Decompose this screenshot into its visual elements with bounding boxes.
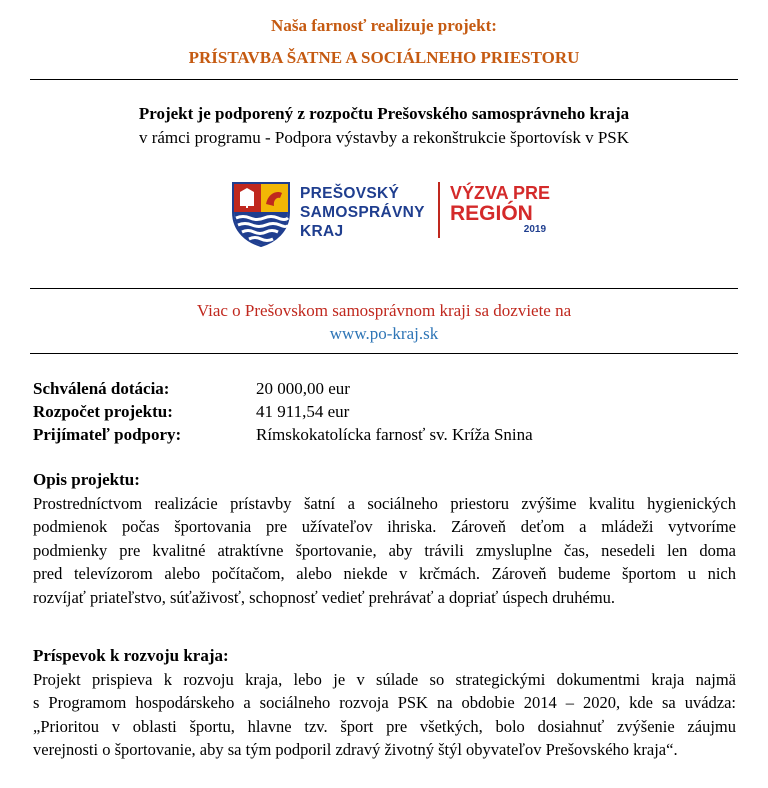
- description-paragraph: [33, 492, 736, 609]
- program-statement: v rámci programu - Podpora výstavby a rekonštrukcie športovísk v PSK: [138, 128, 630, 147]
- paragraph-line: „Prioritou v oblasti športu, hlavne tzv. šport pre všetkých, bolo dosiahnuť zvýšenie záujmu: [33, 716, 736, 736]
- psk-logo: [230, 180, 570, 255]
- paragraph-line: rozvíjať priateľstvo, súťaživosť, schopnosť vedieť prehrávať a dopriať úspech druhému.: [33, 587, 616, 607]
- divider: [30, 353, 738, 354]
- logo-separator: [438, 182, 440, 238]
- intro-text: Naša farnosť realizuje projekt:: [271, 16, 497, 35]
- psk-line: KRAJ: [300, 223, 344, 240]
- detail-value: Rímskokatolícka farnosť sv. Kríža Snina: [256, 425, 533, 444]
- coat-of-arms-icon: [230, 180, 292, 248]
- psk-line: PREŠOVSKÝ: [300, 185, 400, 202]
- paragraph-line: verejnosti o športovanie, aby sa tým podporil zdravý životný štýl obyvateľov Prešovského kraja“.: [33, 740, 678, 760]
- paragraph-line: Projekt prispieva k rozvoju kraja, lebo je v súlade so strategickými dokumentmi kraja najmä: [33, 670, 736, 689]
- paragraph-line: s Programom hospodárskeho a sociálneho rozvoja PSK na obdobie 2014 – 2020, kde sa uvádza:: [33, 693, 736, 713]
- support-statement: Projekt je podporený z rozpočtu Prešovského samosprávneho kraja: [138, 104, 630, 123]
- vyzva-year: 2019: [523, 224, 547, 235]
- detail-label: Schválená dotácia:: [33, 379, 170, 398]
- paragraph-line: pred televízorom alebo počítačom, alebo niekde v krčmách. Zároveň budeme športom u nich: [33, 564, 736, 584]
- detail-label: Prijímateľ podpory:: [33, 425, 182, 444]
- more-info-text: Viac o Prešovskom samosprávnom kraji sa dozviete na: [196, 301, 572, 320]
- detail-value: 41 911,54 eur: [256, 402, 350, 421]
- paragraph-line: podmienky pre kvalitné atraktívne športovanie, aby trávili zmysluplne čas, nesedeli len doma: [33, 540, 736, 560]
- divider: [30, 288, 738, 289]
- psk-wordmark: [300, 184, 425, 241]
- contribution-paragraph: [33, 668, 736, 762]
- project-title: PRÍSTAVBA ŠATNE A SOCIÁLNEHO PRIESTORU: [188, 48, 580, 67]
- contribution-heading: Príspevok k rozvoju kraja:: [33, 646, 229, 665]
- vyzva-line1: VÝZVA PRE: [450, 183, 551, 203]
- paragraph-line: podmienok počas športovania pre užívateľov ihriska. Zároveň deťom a mládeži vytvoríme: [33, 517, 736, 537]
- divider: [30, 79, 738, 80]
- description-heading: Opis projektu:: [33, 470, 140, 489]
- paragraph-line: Prostredníctvom realizácie prístavby šatní a sociálneho priestoru zvýšime kvalitu hygienických: [33, 494, 736, 513]
- detail-label: Rozpočet projektu:: [33, 402, 173, 421]
- vyzva-line2: REGIÓN: [450, 202, 533, 225]
- vyzva-logo: [450, 183, 550, 235]
- detail-value: 20 000,00 eur: [256, 379, 350, 398]
- psk-line: SAMOSPRÁVNY: [300, 204, 425, 221]
- website-link[interactable]: www.po-kraj.sk: [329, 324, 439, 343]
